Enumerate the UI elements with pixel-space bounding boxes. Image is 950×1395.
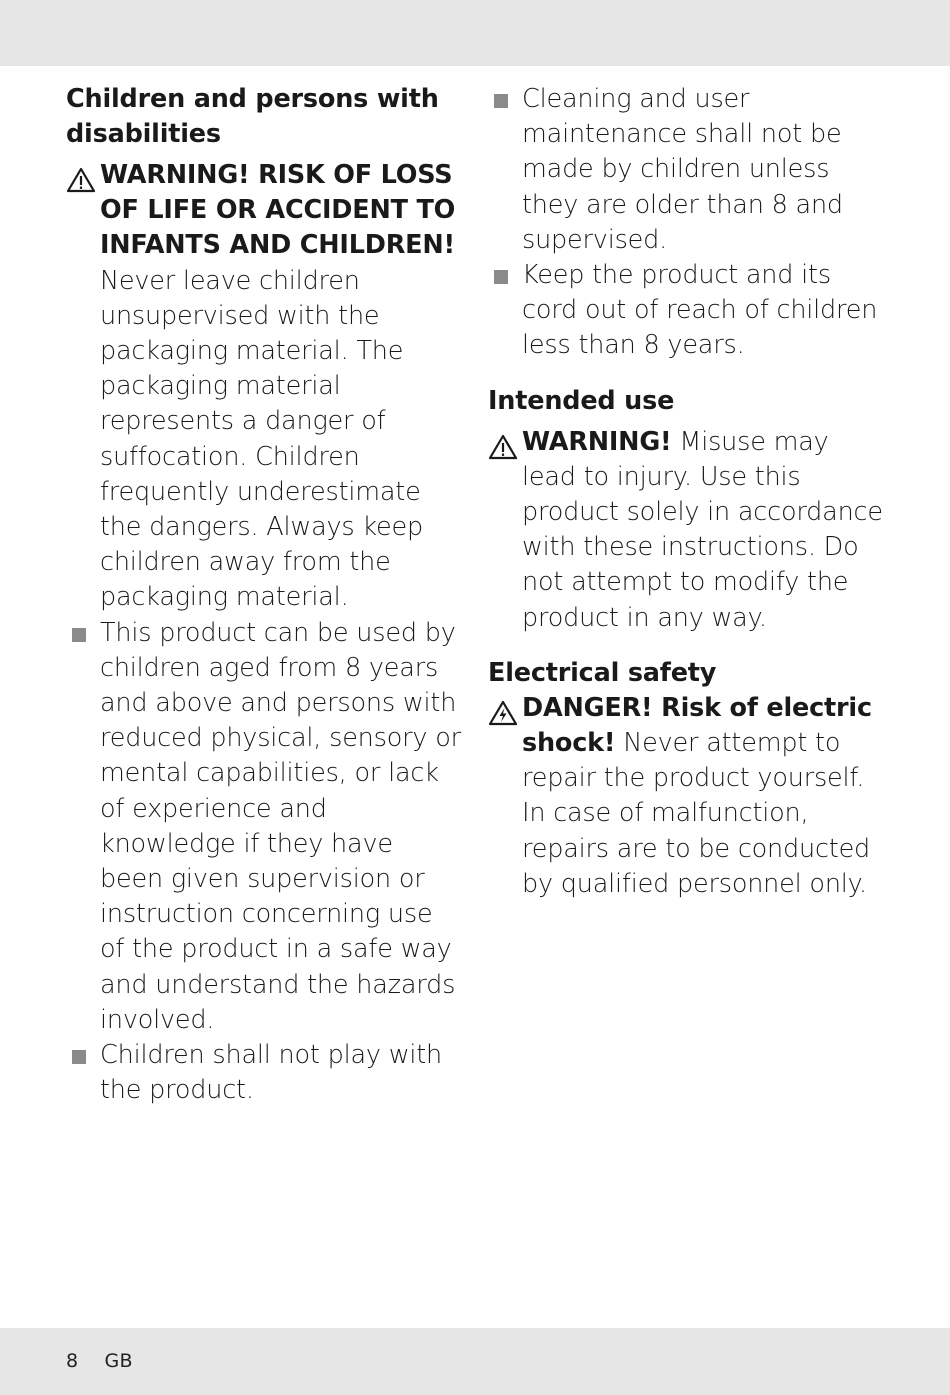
danger-text-electric: Never attempt to repair the product yourself. In case of malfunction, repairs are to be conducted by qualified personnel only. — [522, 728, 871, 899]
page-number: 8 — [66, 1350, 79, 1372]
bullet-text: Keep the product and its cord out of reach of children less than 8 years. — [522, 260, 878, 361]
bullet-text: Cleaning and user maintenance shall not be made by children unless they are older than 8 and supervised. — [522, 84, 843, 255]
list-item — [66, 1038, 461, 1108]
bullet-text: This product can be used by children aged from 8 years and above and persons with reduced physical, sensory or mental capabilities, or lack of experience and knowledge if they have been given supervision or instruction concerning use of the product in a safe way and understand the hazards involved. — [100, 617, 461, 1035]
list-item — [488, 82, 888, 258]
language-code: GB — [104, 1350, 133, 1372]
list-item — [66, 616, 461, 1038]
warning-title-infants: WARNING! RISK OF LOSS OF LIFE OR ACCIDENT TO INFANTS AND CHILDREN! — [100, 160, 456, 261]
danger-label: DANGER! Risk of electric shock! — [522, 692, 872, 759]
right-column — [488, 82, 888, 902]
square-bullet — [72, 628, 86, 642]
warning-triangle-icon — [488, 434, 518, 460]
page-footer — [66, 1350, 133, 1372]
electric-hazard-icon — [488, 700, 518, 726]
section-title-intended-use: Intended use — [488, 385, 675, 416]
warning-triangle-icon — [66, 167, 96, 193]
warning-block-misuse — [488, 425, 888, 636]
danger-block-electric — [488, 691, 888, 902]
warning-text-misuse: Misuse may lead to injury. Use this product solely in accordance with these instructions. Do not attempt to modify the product in any way. — [522, 426, 883, 633]
square-bullet — [494, 94, 508, 108]
left-column — [66, 82, 461, 1108]
footer-band — [0, 1328, 950, 1395]
square-bullet — [494, 270, 508, 284]
section-title-children: Children and persons with disabilities — [66, 84, 439, 149]
square-bullet — [72, 1050, 86, 1064]
warning-block-infants — [66, 158, 461, 616]
warning-label: WARNING! — [522, 426, 672, 457]
section-title-electrical-safety: Electrical safety — [488, 657, 717, 688]
header-band — [0, 0, 950, 66]
warning-text-infants: Never leave children unsupervised with the packaging material. The packaging material represents a danger of suffocation. Children frequently underestimate the dangers. Always keep children away from the packaging material. — [100, 265, 424, 613]
list-item — [488, 258, 888, 364]
bullet-text: Children shall not play with the product. — [100, 1040, 443, 1106]
